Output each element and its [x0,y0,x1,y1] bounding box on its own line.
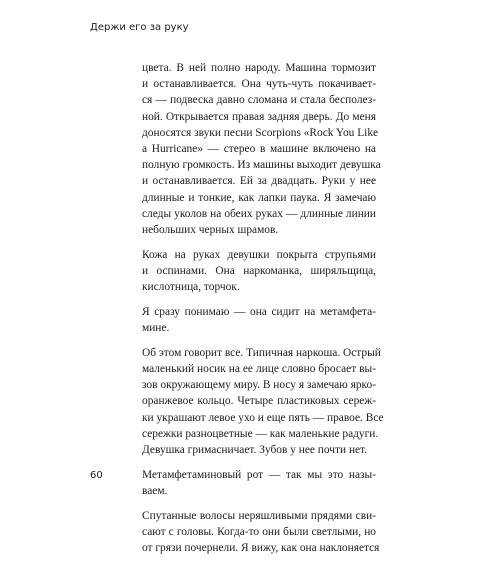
text-line: Кожа на руках девушки покрыта струпьями [142,248,376,261]
text-line: кислотница, торчок. [142,281,240,294]
body-text [142,60,384,565]
text-line: Девушка гримасничает. Зубов у нее почти нет. [142,443,368,456]
text-line: ной. Открывается правая задняя дверь. До меня [142,110,376,123]
paragraph [142,60,381,238]
text-line: и останавливается. Ей за двадцать. Руки у нее [142,175,376,188]
text-line: ваем. [142,484,168,497]
text-line: Метамфетаминовый рот — так мы это назы- [142,468,376,481]
text-line: цвета. В ней полно народу. Машина тормозит [142,62,376,74]
text-line: от грязи почернели. Я вижу, как она наклоняется [142,541,380,554]
text-line: сережки разноцветные — как маленькие радуги. [142,427,379,440]
text-line: Об этом говорит все. Типичная наркоша. Острый [142,346,381,359]
text-line: Я сразу понимаю — она сидит на метамфета- [142,305,376,318]
paragraph [142,304,376,336]
text-line: полную громкость. Из машины выходит девушка [142,159,381,172]
paragraph [142,247,376,296]
text-line: оранжевое кольцо. Четыре пластиковых сереж- [142,395,376,408]
paragraph [142,508,380,557]
text-line: небольших черных шрамов. [142,224,279,237]
paragraph [142,467,376,499]
text-line: и останавливается. Она чуть-чуть покачивает- [142,78,376,91]
running-head: Держи его за руку [90,22,189,33]
text-line: Спутанные волосы неряшливыми прядями сви- [142,509,376,522]
text-line: доносятся звуки песни Scorpions «Rock You Like [142,126,379,139]
text-line: мине. [142,322,170,335]
paragraph [142,345,384,458]
text-line: зов окружающему миру. В носу я замечаю ярко- [142,379,376,392]
text-line: a Hurricane» — стерео в машине включено на [142,143,376,156]
text-line: и оспинами. Она наркоманка, ширяльщица, [142,264,376,277]
text-line: маленький носик на ее лице словно бросает вы- [142,362,376,375]
text-line: сают с головы. Когда-то они были светлыми, но [142,525,376,538]
page-number: 60 [90,470,103,481]
text-line: следы уколов на обеих руках — длинные линии [142,207,376,220]
text-line: ся — подвеска давно сломана и стала бесполез- [142,94,376,107]
text-line: длинные и тонкие, как лапки паука. Я замечаю [142,191,376,204]
text-line: ки украшают левое ухо и еще пять — правое. Все [142,411,384,424]
